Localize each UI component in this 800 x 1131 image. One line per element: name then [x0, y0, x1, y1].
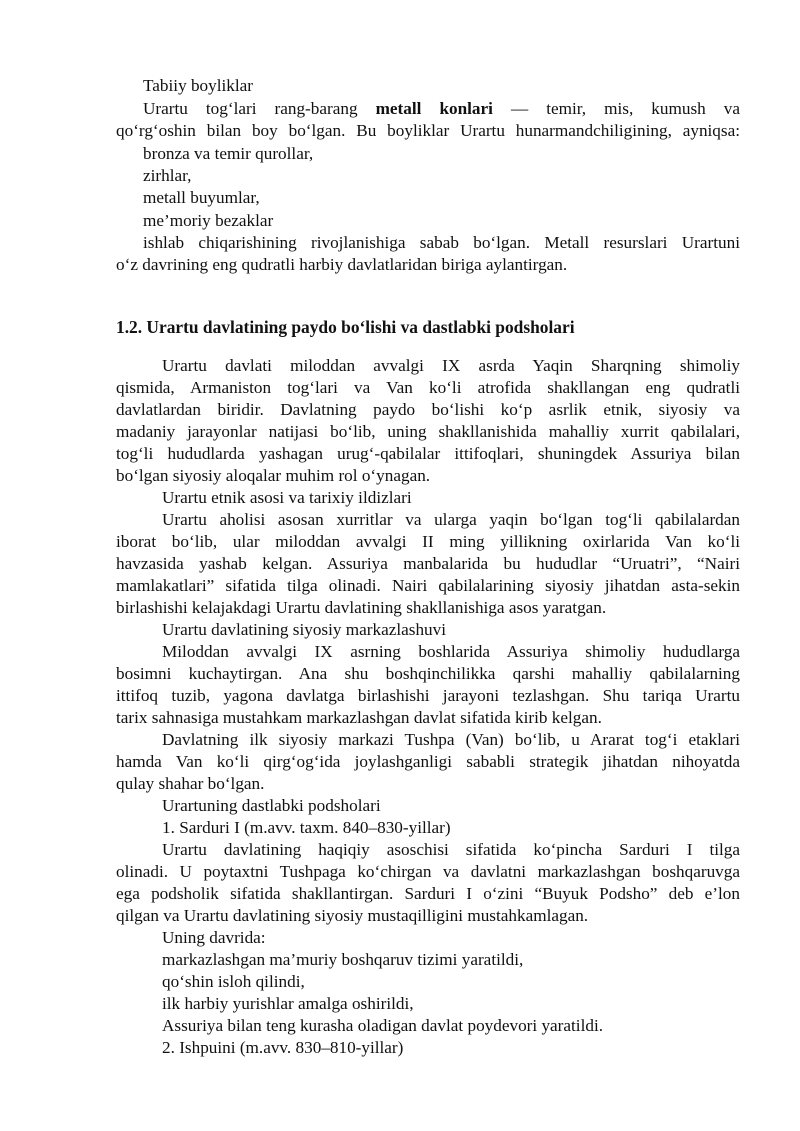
paragraph-line [143, 98, 740, 120]
list-heading: 2. Ishpuini (m.avv. 830–810-yillar) [162, 1038, 404, 1057]
list-item: ilk harbiy yurishlar amalga oshirildi, [162, 994, 414, 1013]
paragraph-line: qilgan va Urartu davlatining siyosiy mustaqilligini mustahkamlagan. [116, 906, 589, 925]
list-item: Assuriya bilan teng kurasha oladigan davlat poydevori yaratildi. [162, 1016, 604, 1035]
paragraph-line: bosimni kuchaytirgan. Ana shu boshqinchilikka qarshi mahalliy qabilalarning [116, 664, 740, 683]
paragraph-line: o‘z davrining eng qudratli harbiy davlatlaridan biriga aylantirgan. [116, 255, 568, 274]
paragraph-line: ega podsholik sifatida shakllantirgan. Sarduri I o‘zini “Buyuk Podsho” deb e’lon [116, 884, 740, 903]
text-run: Urartu tog‘lari rang-barang [143, 99, 376, 118]
paragraph-line: mamlakatlari” sifatida tilga olinadi. Nairi qabilalarining siyosiy jihatdan asta-sekin [116, 576, 740, 595]
paragraph-line: qo‘rg‘oshin bilan boy bo‘lgan. Bu boyliklar Urartu hunarmandchiligining, ayniqsa: [116, 121, 740, 140]
paragraph-line: Urartu davlati miloddan avvalgi IX asrda Yaqin Sharqning shimoliy [162, 356, 740, 375]
subheading: Urartuning dastlabki podsholari [162, 796, 381, 815]
list-item: bronza va temir qurollar, [143, 144, 314, 163]
paragraph-line: havzasida yashab kelgan. Assuriya manbalarida bu hududlar “Uruatri”, “Nairi [116, 554, 740, 573]
paragraph-line: Davlatning ilk siyosiy markazi Tushpa (Van) bo‘lib, u Ararat tog‘i etaklari [162, 730, 740, 749]
paragraph-line: hamda Van ko‘li qirg‘og‘ida joylashganligi sababli strategik jihatdan nihoyatda [116, 752, 740, 771]
list-item: qo‘shin isloh qilindi, [162, 972, 305, 991]
section-title: Tabiiy boyliklar [143, 76, 254, 95]
list-item: metall buyumlar, [143, 188, 260, 207]
list-heading: 1. Sarduri I (m.avv. taxm. 840–830-yillar) [162, 818, 451, 837]
list-item: me’moriy bezaklar [143, 211, 274, 230]
paragraph-line: qulay shahar bo‘lgan. [116, 774, 265, 793]
paragraph-line: ishlab chiqarishining rivojlanishiga sabab bo‘lgan. Metall resurslari Urartuni [143, 233, 740, 252]
paragraph-line: bo‘lgan siyosiy aloqalar muhim rol o‘ynagan. [116, 466, 431, 485]
paragraph-line: iborat bo‘lib, ular miloddan avvalgi II ming yillikning oxirlarida Van ko‘li [116, 532, 740, 551]
paragraph-line: Uning davrida: [162, 928, 266, 947]
paragraph-line: Urartu davlatining haqiqiy asoschisi sifatida ko‘pincha Sarduri I tilga [162, 840, 740, 859]
paragraph-line: qismida, Armaniston tog‘lari va Van ko‘li atrofida shakllangan eng qudratli [116, 378, 740, 397]
paragraph-line: davlatlardan biridir. Davlatning paydo bo‘lishi ko‘p asrlik etnik, siyosiy va [116, 400, 740, 419]
bold-text: metall konlari [375, 99, 493, 118]
paragraph-line: tog‘li hududlarda yashagan urug‘-qabilalar ittifoqlari, shuningdek Assuriya bilan [116, 444, 740, 463]
subheading: Urartu davlatining siyosiy markazlashuvi [162, 620, 447, 639]
paragraph-line: ittifoq tuzib, yagona davlatga birlashishi jarayoni tezlashgan. Shu tariqa Urartu [116, 686, 740, 705]
paragraph-line: madaniy jarayonlar natijasi bo‘lib, uning shakllanishida mahalliy xurrit qabilalari, [116, 422, 740, 441]
paragraph-line: Miloddan avvalgi IX asrning boshlarida Assuriya shimoliy hududlarga [162, 642, 740, 661]
subheading: Urartu etnik asosi va tarixiy ildizlari [162, 488, 412, 507]
text-run: — temir, mis, kumush va [492, 99, 740, 118]
paragraph-line: tarix sahnasiga mustahkam markazlashgan davlat sifatida kirib kelgan. [116, 708, 602, 727]
list-item: markazlashgan ma’muriy boshqaruv tizimi yaratildi, [162, 950, 524, 969]
section-heading: 1.2. Urartu davlatining paydo bo‘lishi va dastlabki podsholari [116, 317, 575, 337]
list-item: zirhlar, [143, 166, 192, 185]
paragraph-line: olinadi. U poytaxtni Tushpaga ko‘chirgan va davlatni markazlashgan boshqaruvga [116, 862, 740, 881]
paragraph-line: birlashishi kelajakdagi Urartu davlatining shakllanishiga asos yaratgan. [116, 598, 607, 617]
paragraph-line: Urartu aholisi asosan xurritlar va ularga yaqin bo‘lgan tog‘li qabilalardan [162, 510, 740, 529]
